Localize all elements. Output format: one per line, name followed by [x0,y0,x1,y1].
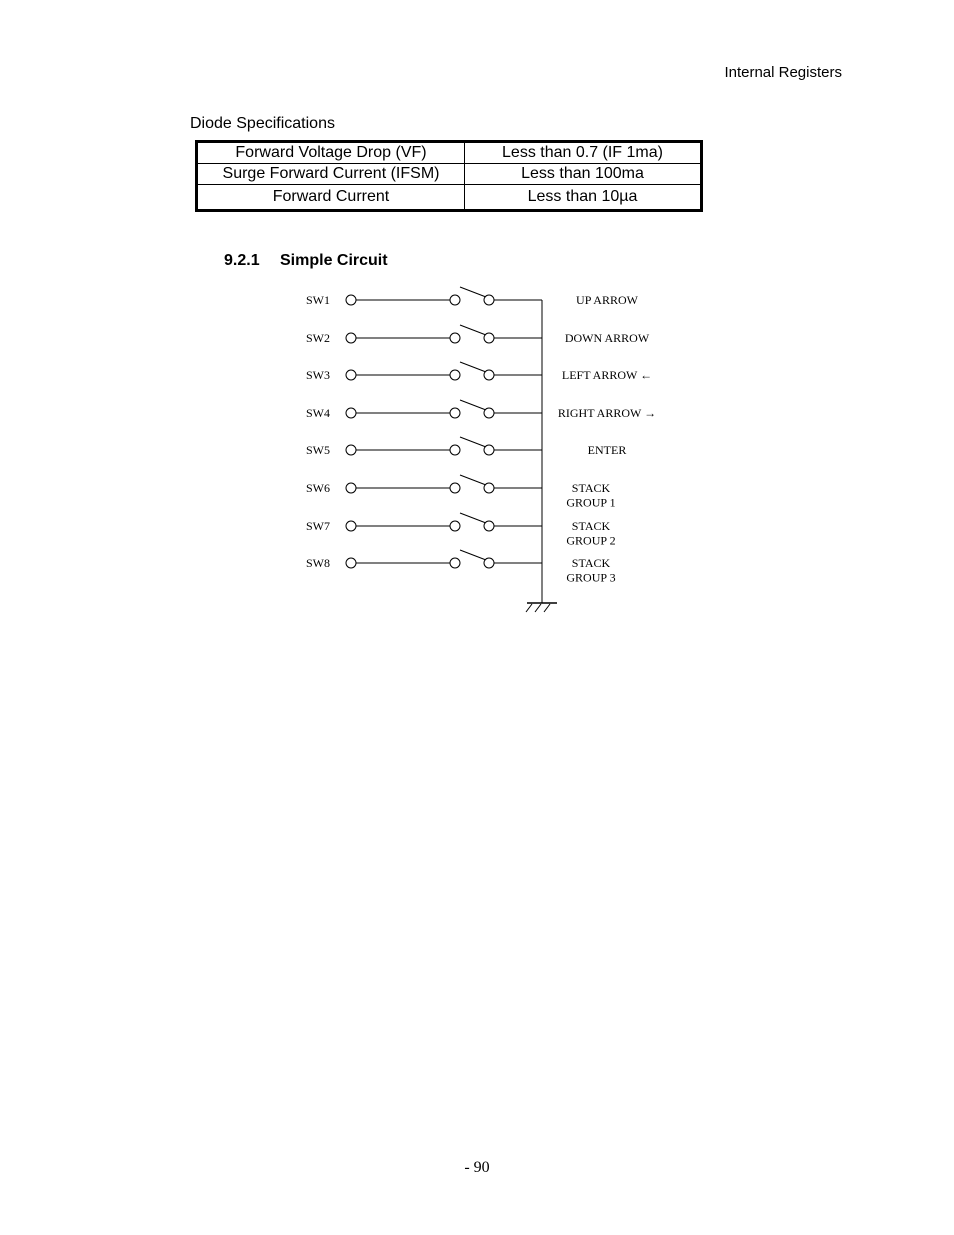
switch-contact-right [484,295,494,305]
switch-contact-right [484,370,494,380]
table-cell-value: Less than 0.7 (IF 1ma) [465,142,702,164]
switch-lever [460,287,486,297]
switch-function-label: DOWN ARROW [564,331,650,345]
running-header: Internal Registers [724,64,842,81]
section-title: Simple Circuit [280,252,388,269]
input-terminal [346,408,356,418]
switch-id-label: SW2 [306,331,330,345]
switch-lever [460,325,486,335]
switch-lever [460,437,486,447]
switch-id-label: SW4 [306,406,330,420]
ground-symbol [526,603,557,612]
switch-contact-left [450,445,460,455]
page-number: - 90 [464,1159,490,1176]
table-cell-value: Less than 10µa [465,185,702,211]
switch-lever [460,550,486,560]
table-cell-parameter: Forward Current [197,185,465,211]
switch-contact-left [450,295,460,305]
switch-contact-left [450,521,460,531]
switch-contact-right [484,483,494,493]
switch-contact-right [484,558,494,568]
switch-function-label: STACK [571,556,611,570]
switch-lever [460,362,486,372]
table-cell-parameter: Forward Voltage Drop (VF) [197,142,465,164]
switch-contact-left [450,408,460,418]
input-terminal [346,445,356,455]
switch-id-label: SW3 [306,368,330,382]
switch-lever [460,513,486,523]
switch-id-label: SW5 [306,443,330,457]
section-number: 9.2.1 [224,252,260,269]
switch-contact-left [450,558,460,568]
switch-contact-right [484,408,494,418]
input-terminal [346,333,356,343]
table-cell-parameter: Surge Forward Current (IFSM) [197,164,465,185]
switch-function-label: RIGHT ARROW → [557,406,657,420]
switch-contact-right [484,333,494,343]
switch-contact-right [484,521,494,531]
input-terminal [346,483,356,493]
switch-id-label: SW6 [306,481,330,495]
diode-table-caption: Diode Specifications [190,115,335,132]
switch-lever [460,400,486,410]
switch-contact-left [450,483,460,493]
switch-function-label: STACK [571,519,611,533]
switch-contact-left [450,333,460,343]
input-terminal [346,370,356,380]
switch-id-label: SW8 [306,556,330,570]
table-cell-value: Less than 100ma [465,164,702,185]
switch-lever [460,475,486,485]
input-terminal [346,521,356,531]
switch-id-label: SW7 [306,519,330,533]
switch-contact-right [484,445,494,455]
switch-function-label: GROUP 3 [566,570,616,585]
switch-function-label: GROUP 2 [566,533,616,548]
input-terminal [346,558,356,568]
switch-function-label: LEFT ARROW ← [561,368,653,382]
switch-function-label: ENTER [587,443,627,457]
switch-function-label: UP ARROW [576,293,638,307]
switch-id-label: SW1 [306,293,330,307]
switch-function-label: STACK [571,481,611,495]
input-terminal [346,295,356,305]
switch-function-label: GROUP 1 [566,495,616,510]
switch-contact-left [450,370,460,380]
